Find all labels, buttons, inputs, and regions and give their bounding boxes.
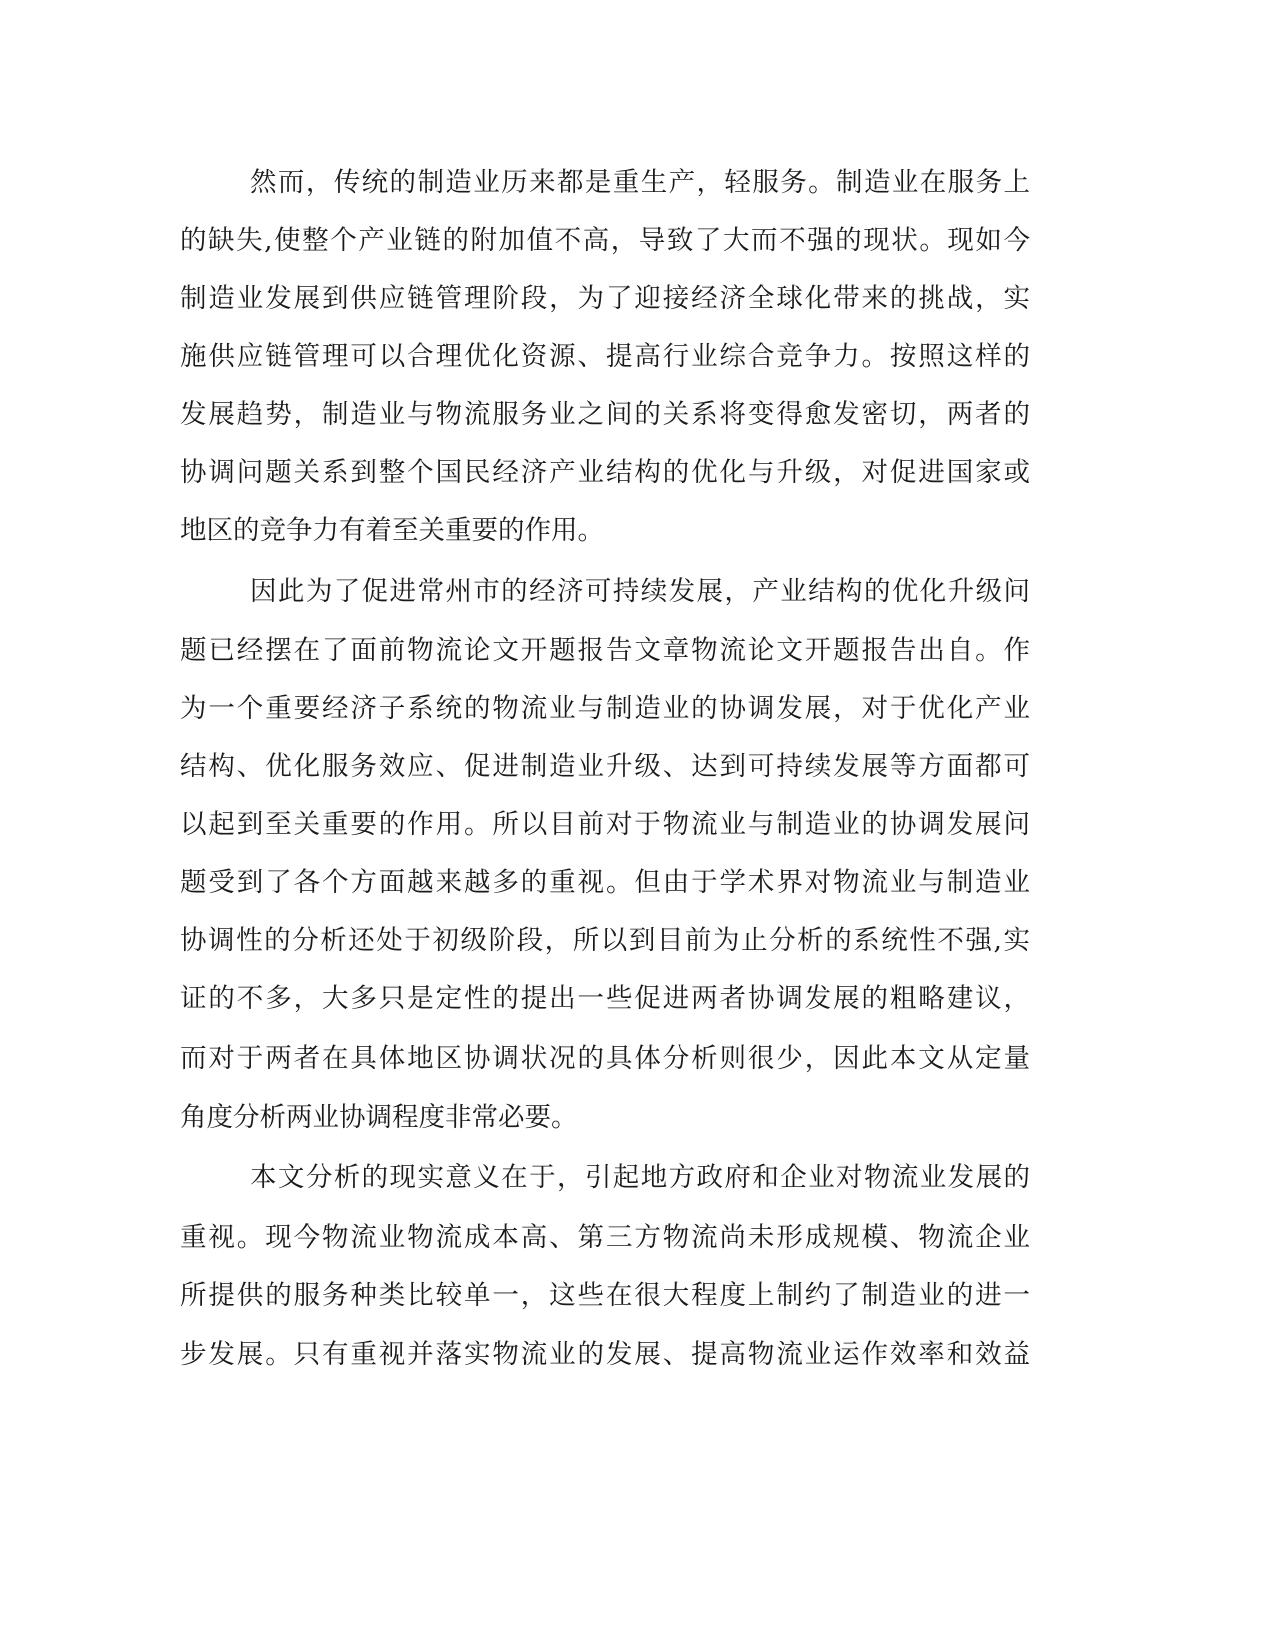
text-line: 施供应链管理可以合理优化资源、提高行业综合竞争力。按照这样的 [180, 341, 1030, 372]
text-line: 然而，传统的制造业历来都是重生产，轻服务。制造业在服务上 [250, 167, 1030, 198]
text-line: 发展趋势，制造业与物流服务业之间的关系将变得愈发密切，两者的 [180, 399, 1030, 430]
text-line: 制造业发展到供应链管理阶段，为了迎接经济全球化带来的挑战，实 [180, 283, 1030, 314]
text-line: 所提供的服务种类比较单一，这些在很大程度上制约了制造业的进一 [180, 1280, 1030, 1311]
text-line: 角度分析两业协调程度非常必要。 [180, 1102, 578, 1133]
text-line: 为一个重要经济子系统的物流业与制造业的协调发展，对于优化产业 [180, 693, 1030, 724]
text-line: 重视。现今物流业物流成本高、第三方物流尚未形成规模、物流企业 [180, 1222, 1030, 1253]
text-line: 本文分析的现实意义在于，引起地方政府和企业对物流业发展的 [250, 1162, 1030, 1193]
text-line: 题已经摆在了面前物流论文开题报告文章物流论文开题报告出自。作 [180, 635, 1030, 666]
text-line: 题受到了各个方面越来越多的重视。但由于学术界对物流业与制造业 [180, 867, 1030, 898]
text-line: 以起到至关重要的作用。所以目前对于物流业与制造业的协调发展问 [180, 809, 1030, 840]
text-line: 证的不多，大多只是定性的提出一些促进两者协调发展的粗略建议， [180, 983, 1030, 1014]
text-line: 地区的竞争力有着至关重要的作用。 [180, 515, 604, 546]
text-line: 的缺失,使整个产业链的附加值不高，导致了大而不强的现状。现如今 [180, 225, 1030, 256]
text-line: 协调问题关系到整个国民经济产业结构的优化与升级，对促进国家或 [180, 457, 1030, 488]
text-line: 而对于两者在具体地区协调状况的具体分析则很少，因此本文从定量 [180, 1043, 1030, 1074]
text-line: 协调性的分析还处于初级阶段，所以到目前为止分析的系统性不强,实 [180, 925, 1030, 956]
text-line: 步发展。只有重视并落实物流业的发展、提高物流业运作效率和效益 [180, 1339, 1030, 1370]
text-line: 结构、优化服务效应、促进制造业升级、达到可持续发展等方面都可 [180, 751, 1030, 782]
text-line: 因此为了促进常州市的经济可持续发展，产业结构的优化升级问 [250, 576, 1030, 607]
